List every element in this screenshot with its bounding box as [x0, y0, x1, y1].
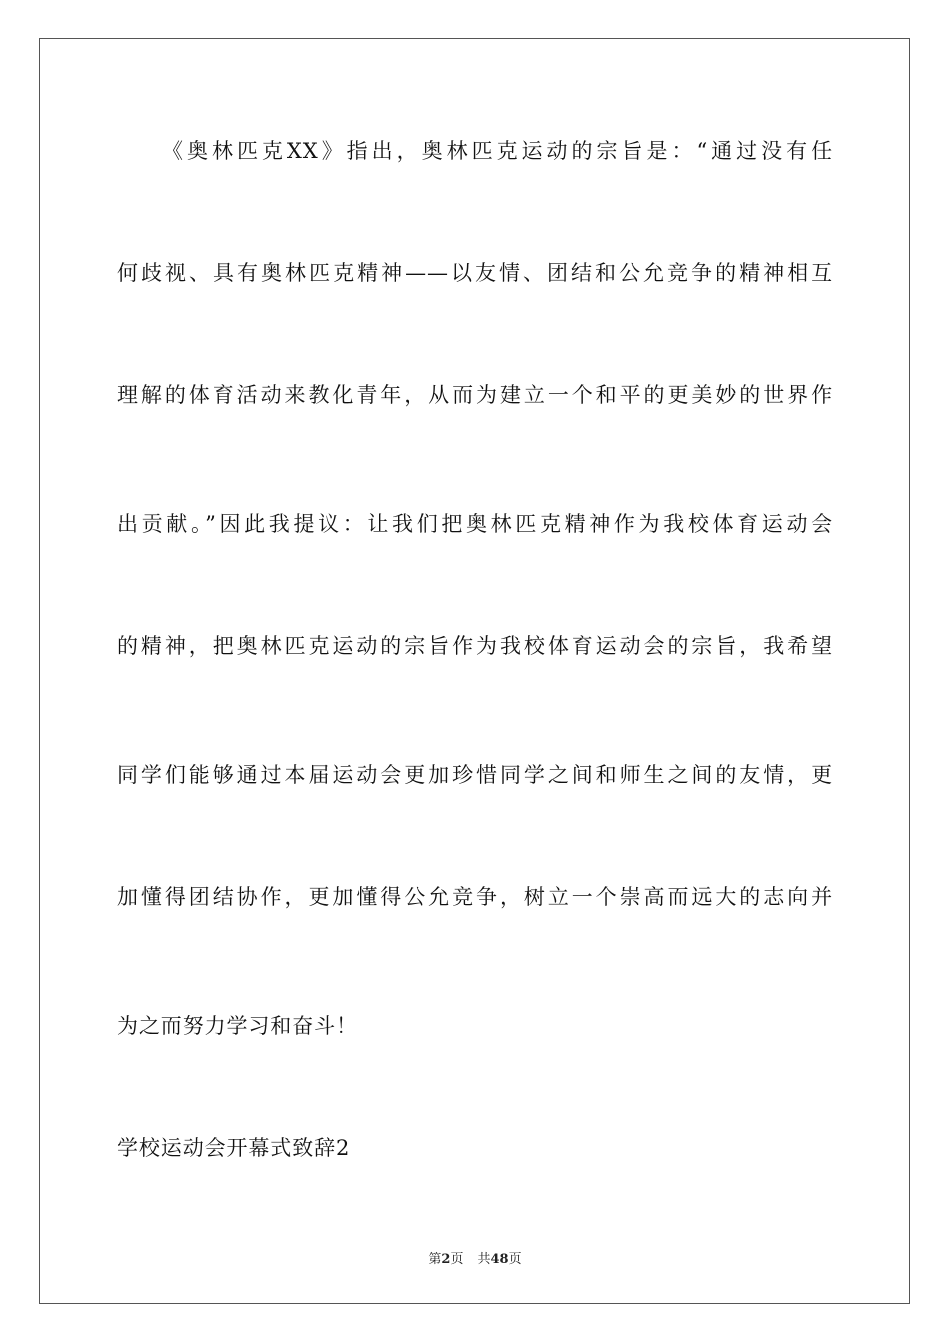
paragraph-line-7: 加懂得团结协作，更加懂得公允竞争，树立一个崇高而远大的志向并 [117, 885, 833, 909]
page-footer [0, 1248, 950, 1267]
paragraph-line-4: 出贡献。”因此我提议：让我们把奥林匹克精神作为我校体育运动会 [117, 512, 833, 536]
paragraph-line-8: 为之而努力学习和奋斗！ [117, 1014, 358, 1038]
current-page-number: 2 [441, 1252, 451, 1267]
page-label-prefix: 第 [428, 1252, 442, 1267]
paragraph-line-1: 《奥林匹克XX》指出，奥林匹克运动的宗旨是：“通过没有任 [162, 139, 833, 163]
paragraph-line-2: 何歧视、具有奥林匹克精神——以友情、团结和公允竞争的精神相互 [117, 261, 833, 285]
page-label-suffix: 页 [450, 1252, 464, 1267]
page-border [39, 38, 910, 1304]
section-heading: 学校运动会开幕式致辞2 [117, 1136, 351, 1160]
paragraph-line-3: 理解的体育活动来教化青年，从而为建立一个和平的更美妙的世界作 [117, 383, 833, 407]
total-label-suffix: 页 [508, 1252, 522, 1267]
paragraph-line-5: 的精神，把奥林匹克运动的宗旨作为我校体育运动会的宗旨，我希望 [117, 634, 833, 658]
paragraph-line-6: 同学们能够通过本届运动会更加珍惜同学之间和师生之间的友情，更 [117, 763, 833, 787]
total-pages-number: 48 [490, 1252, 509, 1267]
total-label-prefix: 共 [477, 1252, 491, 1267]
